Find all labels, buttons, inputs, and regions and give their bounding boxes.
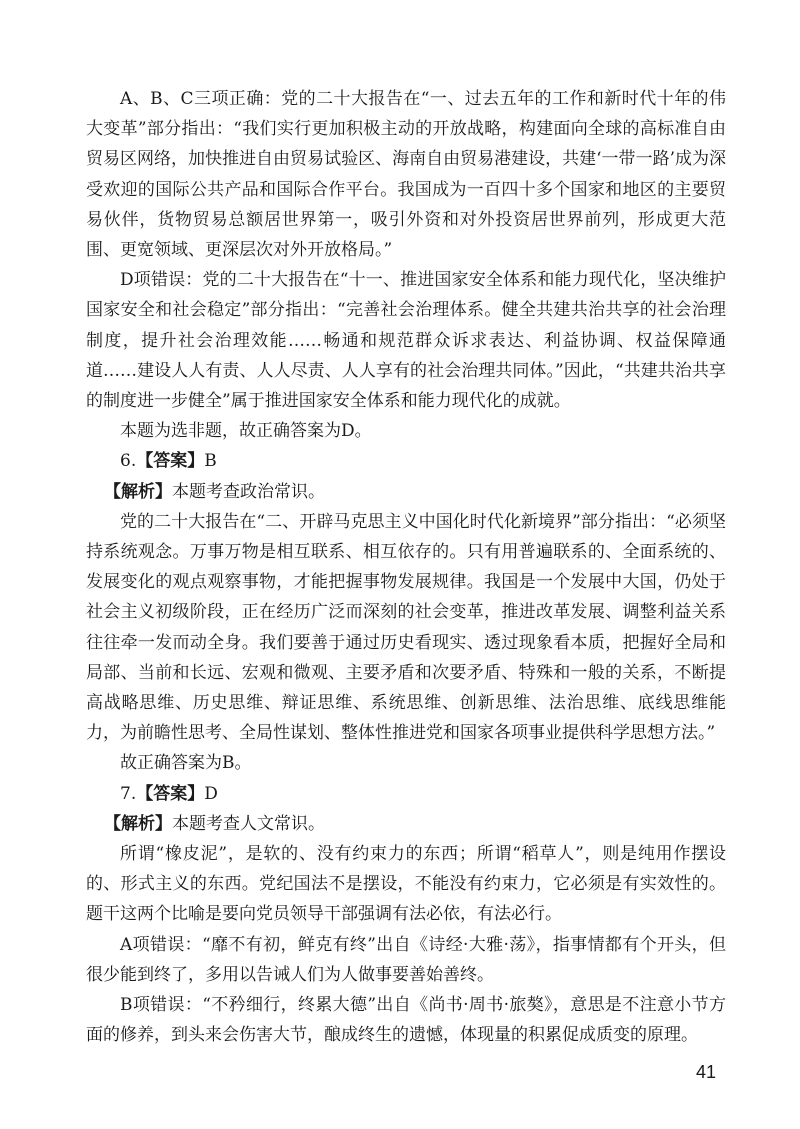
q6-number: 6. (120, 451, 137, 472)
q6-answer-value: B (204, 451, 217, 472)
q6-analysis-tag: 【解析】 (104, 481, 172, 502)
q6-answer-line (86, 446, 726, 476)
q7-analysis-text: 本题考查人文常识。 (172, 813, 325, 834)
q7-analysis-line (86, 809, 726, 839)
q7-number: 7. (120, 783, 137, 804)
q7-answer-tag: 【答案】 (136, 783, 205, 804)
paragraph-abc-options: A、B、C三项正确：党的二十大报告在“一、过去五年的工作和新时代十年的伟大变革”部分指出：“我们实行更加积极主动的开放战略，构建面向全球的高标准自由贸易区网络，加快推进自由贸易试验区、海南自由贸易港建设，共建‘一带一路’成为深受欢迎的国际公共产品和国际合作平台。我国成为一百四十多个国家和地区的主要贸易伙伴，货物贸易总额居世界第一，吸引外资和对外投资居世界前列，形成更大范围、更宽领域、更深层次对外开放格局。” (86, 89, 726, 261)
page-content (86, 84, 726, 1051)
q7-analysis-tag: 【解析】 (104, 813, 172, 834)
q6-analysis-line (86, 477, 726, 507)
q6-body: 党的二十大报告在“二、开辟马克思主义中国化时代化新境界”部分指出：“必须坚持系统观念。万事万物是相互联系、相互依存的。只有用普遍联系的、全面系统的、发展变化的观点观察事物，才能把握事物发展规律。我国是一个发展中大国，仍处于社会主义初级阶段，正在经历广泛而深刻的社会变革，推进改革发展、调整利益关系往往牵一发而动全身。我们要善于通过历史看现实、透过现象看本质，把握好全局和局部、当前和长远、宏观和微观、主要矛盾和次要矛盾、特殊和一般的关系，不断提高战略思维、历史思维、辩证思维、系统思维、创新思维、法治思维、底线思维能力，为前瞻性思考、全局性谋划、整体性推进党和国家各项事业提供科学思想方法。” (86, 511, 726, 744)
q6-conclusion: 故正确答案为B。 (120, 753, 252, 774)
q6-analysis-text: 本题考查政治常识。 (172, 481, 325, 502)
q7-answer-line (86, 779, 726, 809)
q7-body: 所谓“橡皮泥”，是软的、没有约束力的东西；所谓“稻草人”，则是纯用作摆设的、形式主义的东西。党纪国法不是摆设，不能没有约束力，它必须是有实效性的。题干这两个比喻是要向党员领导干部强调有法必依，有法必行。 (86, 844, 726, 925)
page-number: 41 (695, 1062, 716, 1082)
q7-option-a: A项错误：“靡不有初，鲜克有终”出自《诗经·大雅·荡》，指事情都有个开头，但很少能到终了，多用以告诫人们为人做事要善始善终。 (86, 934, 726, 985)
q7-option-b: B项错误：“不矜细行，终累大德”出自《尚书·周书·旅獒》，意思是不注意小节方面的修养，到头来会伤害大节，酿成终生的遗憾，体现量的积累促成质变的原理。 (86, 995, 726, 1046)
q6-answer-tag: 【答案】 (136, 451, 205, 472)
paragraph-q5-conclusion: 本题为选非题，故正确答案为D。 (120, 421, 372, 442)
q7-answer-value: D (204, 783, 218, 804)
paragraph-d-option: D项错误：党的二十大报告在“十一、推进国家安全体系和能力现代化，坚决维护国家安全和社会稳定”部分指出：“完善社会治理体系。健全共建共治共享的社会治理制度，提升社会治理效能……畅通和规范群众诉求表达、利益协调、权益保障通道……建设人人有责、人人尽责、人人享有的社会治理共同体。”因此，“共建共治共享的制度进一步健全”属于推进国家安全体系和能力现代化的成就。 (86, 270, 726, 412)
